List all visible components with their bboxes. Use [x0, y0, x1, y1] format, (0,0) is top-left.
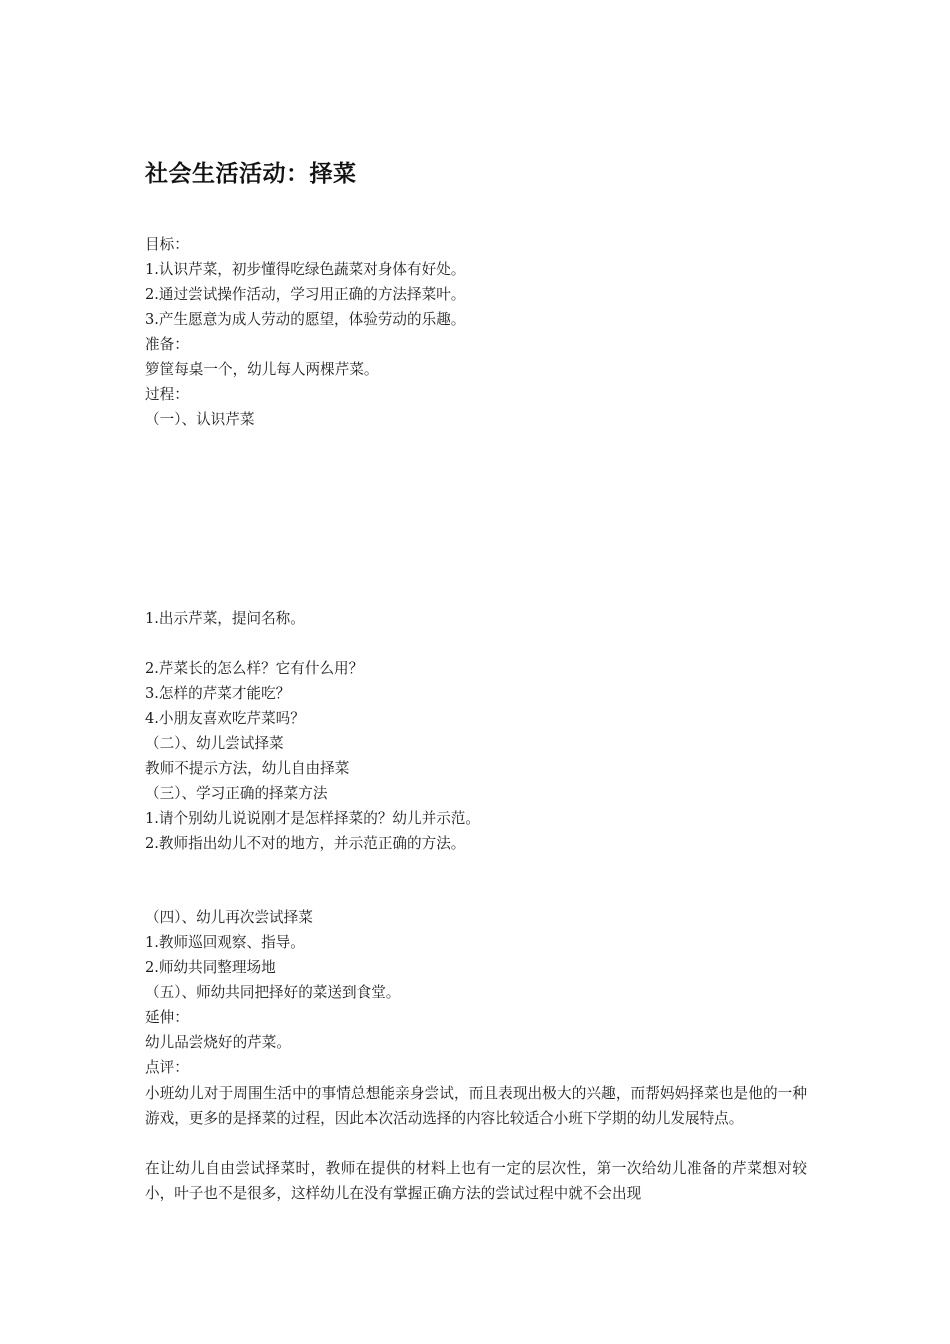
section-3-item-1: 1.请个别幼儿说说刚才是怎样择菜的？幼儿并示范。 — [145, 810, 480, 827]
extension-label: 延伸： — [145, 1009, 189, 1026]
section-2-text: 教师不提示方法，幼儿自由择菜 — [145, 760, 350, 777]
section-5-heading: （五）、师幼共同把择好的菜送到食堂。 — [145, 984, 401, 1001]
section-3-heading: （三）、学习正确的择菜方法 — [145, 785, 328, 802]
section-1-item-4: 4.小朋友喜欢吃芹菜吗？ — [145, 710, 305, 727]
process-label: 过程： — [145, 386, 189, 403]
goal-label: 目标： — [145, 236, 189, 253]
extension-text: 幼儿品尝烧好的芹菜。 — [145, 1034, 291, 1051]
goal-item-1: 1.认识芹菜，初步懂得吃绿色蔬菜对身体有好处。 — [145, 261, 466, 278]
preparation-text: 箩筐每桌一个，幼儿每人两棵芹菜。 — [145, 361, 379, 378]
section-3-item-2: 2.教师指出幼儿不对的地方，并示范正确的方法。 — [145, 835, 466, 852]
section-1-item-1: 1.出示芹菜，提问名称。 — [145, 610, 305, 627]
document-title: 社会生活活动：择菜 — [145, 161, 357, 187]
section-1-heading: （一）、认识芹菜 — [145, 411, 255, 428]
review-label: 点评： — [145, 1059, 189, 1076]
section-4-item-1: 1.教师巡回观察、指导。 — [145, 934, 305, 951]
section-1-item-3: 3.怎样的芹菜才能吃？ — [145, 685, 291, 702]
preparation-label: 准备： — [145, 336, 189, 353]
review-paragraph-2: 在让幼儿自由尝试择菜时，教师在提供的材料上也有一定的层次性，第一次给幼儿准备的芹菜想对较小，叶子也不是很多，这样幼儿在没有掌握正确方法的尝试过程中就不会出现 — [145, 1160, 807, 1202]
section-4-item-2: 2.师幼共同整理场地 — [145, 959, 276, 976]
review-paragraph-1: 小班幼儿对于周围生活中的事情总想能亲身尝试，而且表现出极大的兴趣，而帮妈妈择菜也是他的一种游戏，更多的是择菜的过程，因此本次活动选择的内容比较适合小班下学期的幼儿发展特点。 — [145, 1085, 807, 1127]
section-1-item-2: 2.芹菜长的怎么样？它有什么用？ — [145, 660, 364, 677]
section-4-heading: （四）、幼儿再次尝试择菜 — [145, 909, 313, 926]
goal-item-3: 3.产生愿意为成人劳动的愿望，体验劳动的乐趣。 — [145, 311, 466, 328]
section-2-heading: （二）、幼儿尝试择菜 — [145, 735, 284, 752]
goal-item-2: 2.通过尝试操作活动，学习用正确的方法择菜叶。 — [145, 286, 466, 303]
